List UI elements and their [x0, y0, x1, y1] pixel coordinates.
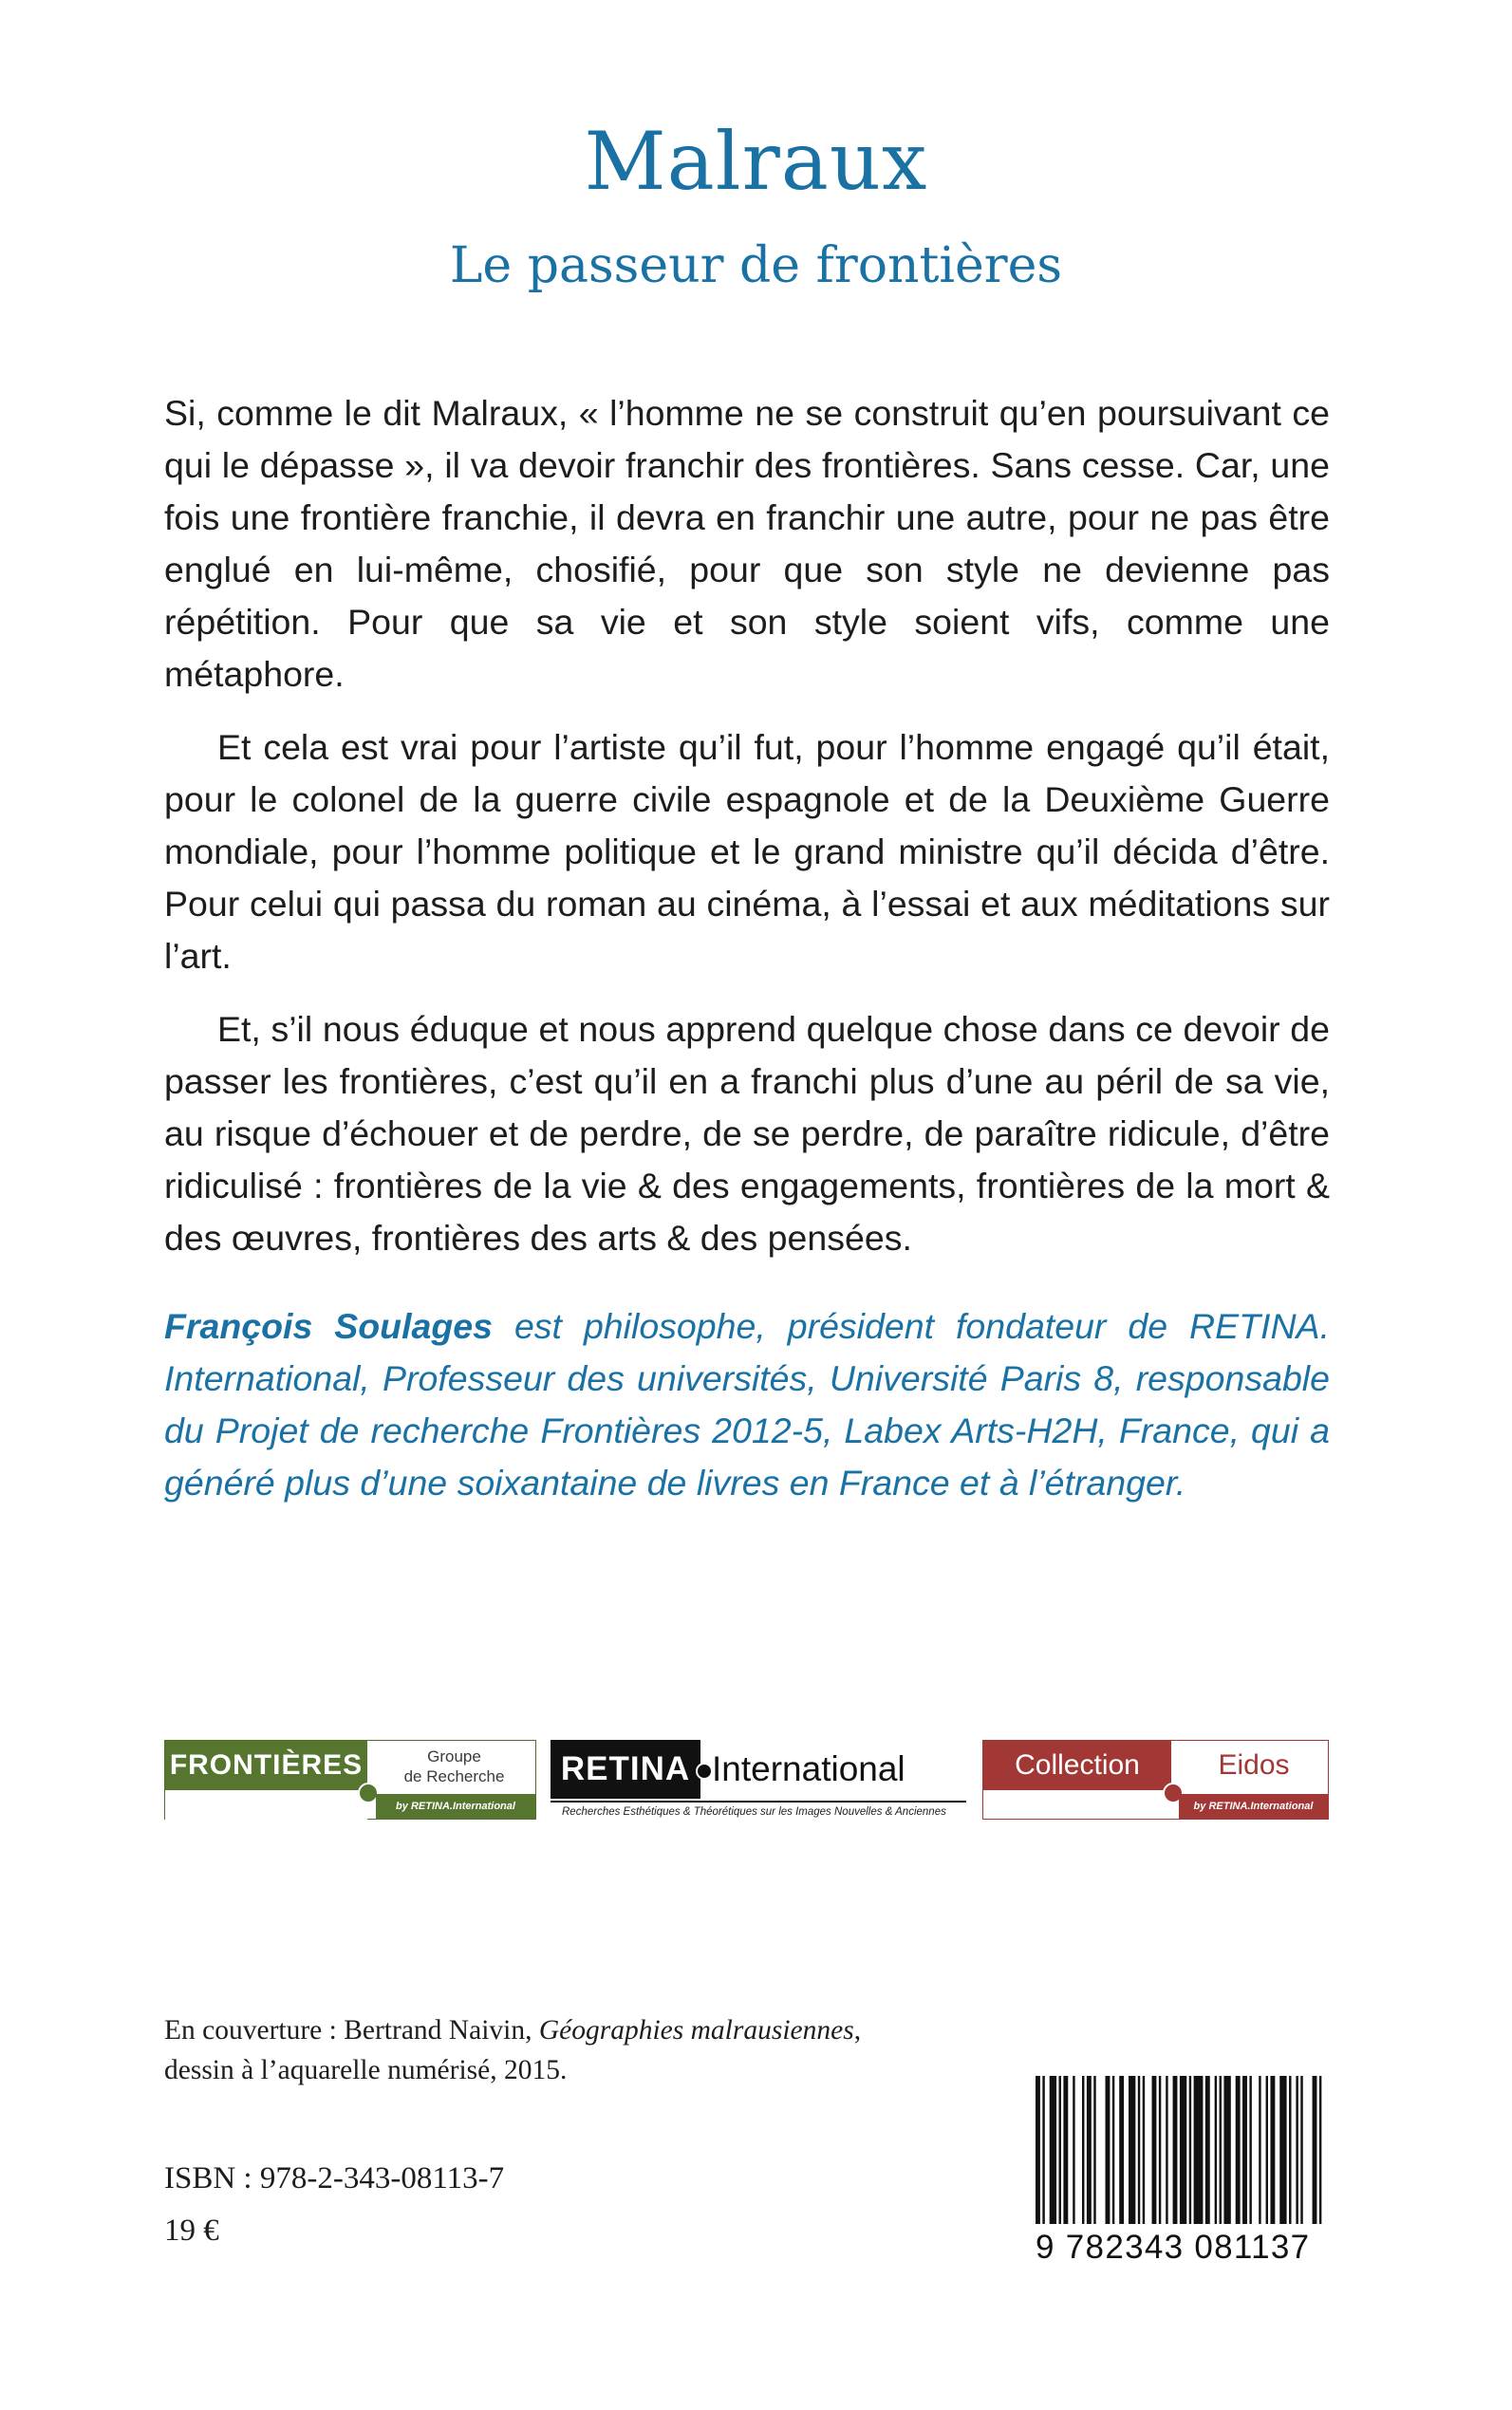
barcode-bar: [1143, 2076, 1145, 2228]
isbn: ISBN : 978-2-343-08113-7: [164, 2161, 505, 2195]
book-title: Malraux: [584, 115, 928, 208]
barcode-bar: [1082, 2076, 1084, 2228]
book-subtitle: Le passeur de frontières: [449, 237, 1063, 294]
eidos-logo-by: by RETINA.International: [1179, 1794, 1328, 1819]
frontieres-logo-name: FRONTIÈRES: [165, 1741, 367, 1790]
frontieres-logo: [164, 1740, 536, 1820]
barcode-bar: [1215, 2076, 1217, 2228]
barcode-bar: [1087, 2076, 1092, 2228]
barcode-bar: [1073, 2076, 1074, 2228]
artwork-title: Géographies malrausiennes: [538, 2015, 854, 2046]
barcode-bar: [1112, 2076, 1114, 2228]
barcode-bar: [1093, 2076, 1095, 2228]
barcode-bar: [1289, 2076, 1291, 2228]
barcode-bar: [1194, 2076, 1204, 2228]
barcode-bar: [1063, 2076, 1068, 2228]
barcode-bar: [1220, 2076, 1222, 2228]
barcode-bar: [1300, 2076, 1302, 2228]
retina-logo: [551, 1740, 966, 1820]
barcode-bar: [1173, 2076, 1178, 2228]
blurb-paragraph: Si, comme le dit Malraux, « l’homme ne se construit qu’en poursuivant ce qui le dépasse », il va devoir franchir des frontières. Sans cesse. Car, une fois une frontière franchie, il devra en franchir une autre, pour ne pas être englué en lui-même, chosifié, pour que son style ne devienne pas répétition. Pour que sa vie et son style soient vifs, comme une métaphore.: [164, 393, 1330, 694]
barcode-bar: [1180, 2076, 1186, 2228]
barcode-bar: [1159, 2076, 1161, 2228]
barcode-bar: [1266, 2076, 1268, 2228]
divider: [551, 1801, 966, 1803]
frontieres-logo-by: by RETINA.International: [376, 1794, 535, 1819]
barcode-bar: [1259, 2076, 1260, 2228]
barcode-bars: [1034, 2076, 1328, 2228]
barcode-digits: 9 782343 081137: [1034, 2224, 1330, 2271]
barcode-bar: [1036, 2076, 1040, 2228]
barcode-bar: [1279, 2076, 1286, 2228]
eidos-logo: [982, 1740, 1329, 1820]
barcode-bar: [1296, 2076, 1297, 2228]
barcode-bar: [1319, 2076, 1321, 2228]
barcode-bar: [1189, 2076, 1191, 2228]
barcode-bar: [1106, 2076, 1111, 2228]
eidos-logo-name: Collection: [983, 1741, 1171, 1790]
barcode: [1034, 2076, 1328, 2275]
barcode-bar: [1236, 2076, 1241, 2228]
author-bio: [164, 1300, 1330, 1509]
blurb: [164, 387, 1330, 1285]
barcode-bar: [1313, 2076, 1317, 2228]
barcode-bar: [1152, 2076, 1157, 2228]
barcode-bar: [1270, 2076, 1275, 2228]
frontieres-logo-subtitle: Groupe de Recherche: [403, 1747, 505, 1785]
barcode-bar: [1129, 2076, 1135, 2228]
barcode-bar: [1223, 2076, 1230, 2228]
barcode-bar: [1242, 2076, 1247, 2228]
blurb-paragraph: Et cela est vrai pour l’artiste qu’il fut, pour l’homme engagé qu’il était, pour le colonel de la guerre civile espagnole et de la Deuxième Guerre mondiale, pour l’homme politique et le grand ministre qu’il décida d’être. Pour celui qui passa du roman au cinéma, à l’essai et aux méditations sur l’art.: [164, 727, 1330, 976]
eidos-logo-suffix: Eidos: [1218, 1749, 1290, 1781]
logo-dot-icon: [696, 1763, 713, 1780]
barcode-bar: [1138, 2076, 1140, 2228]
author-bio-text: est philosophe, président fondateur de RETINA. International, Professeur des universités, Université Paris 8, responsable du Projet de recherche Frontières 2012-5, Labex Arts-H2H, France, qui a généré plus d’une soixantaine de livres en France et à l’étranger.: [164, 1306, 1330, 1503]
retina-logo-tagline: Recherches Esthétiques & Théorétiques sur les Images Nouvelles & Anciennes: [562, 1806, 946, 1818]
barcode-bar: [1249, 2076, 1251, 2228]
blurb-paragraph: Et, s’il nous éduque et nous apprend quelque chose dans ce devoir de passer les frontières, c’est qu’il en a franchi plus d’une au péril de sa vie, au risque d’échouer et de perdre, de se perdre, de paraître ridicule, d’être ridiculisé : frontières de la vie & des engagements, frontières de la mort & des œuvres, frontières des arts & des pensées.: [164, 1009, 1330, 1258]
barcode-bar: [1166, 2076, 1167, 2228]
barcode-bar: [1050, 2076, 1056, 2228]
cover-credit: En couverture : Bertrand Naivin, Géographies malrausiennes, dessin à l’aquarelle numérisé, 2015.: [164, 2015, 862, 2085]
retina-logo-name: RETINA: [551, 1740, 700, 1799]
retina-logo-suffix: International: [712, 1749, 905, 1788]
barcode-bar: [1059, 2076, 1061, 2228]
barcode-bar: [1042, 2076, 1044, 2228]
barcode-bar: [1119, 2076, 1124, 2228]
price: 19 €: [164, 2214, 219, 2248]
author-name: François Soulages: [164, 1306, 493, 1346]
barcode-bar: [1205, 2076, 1210, 2228]
